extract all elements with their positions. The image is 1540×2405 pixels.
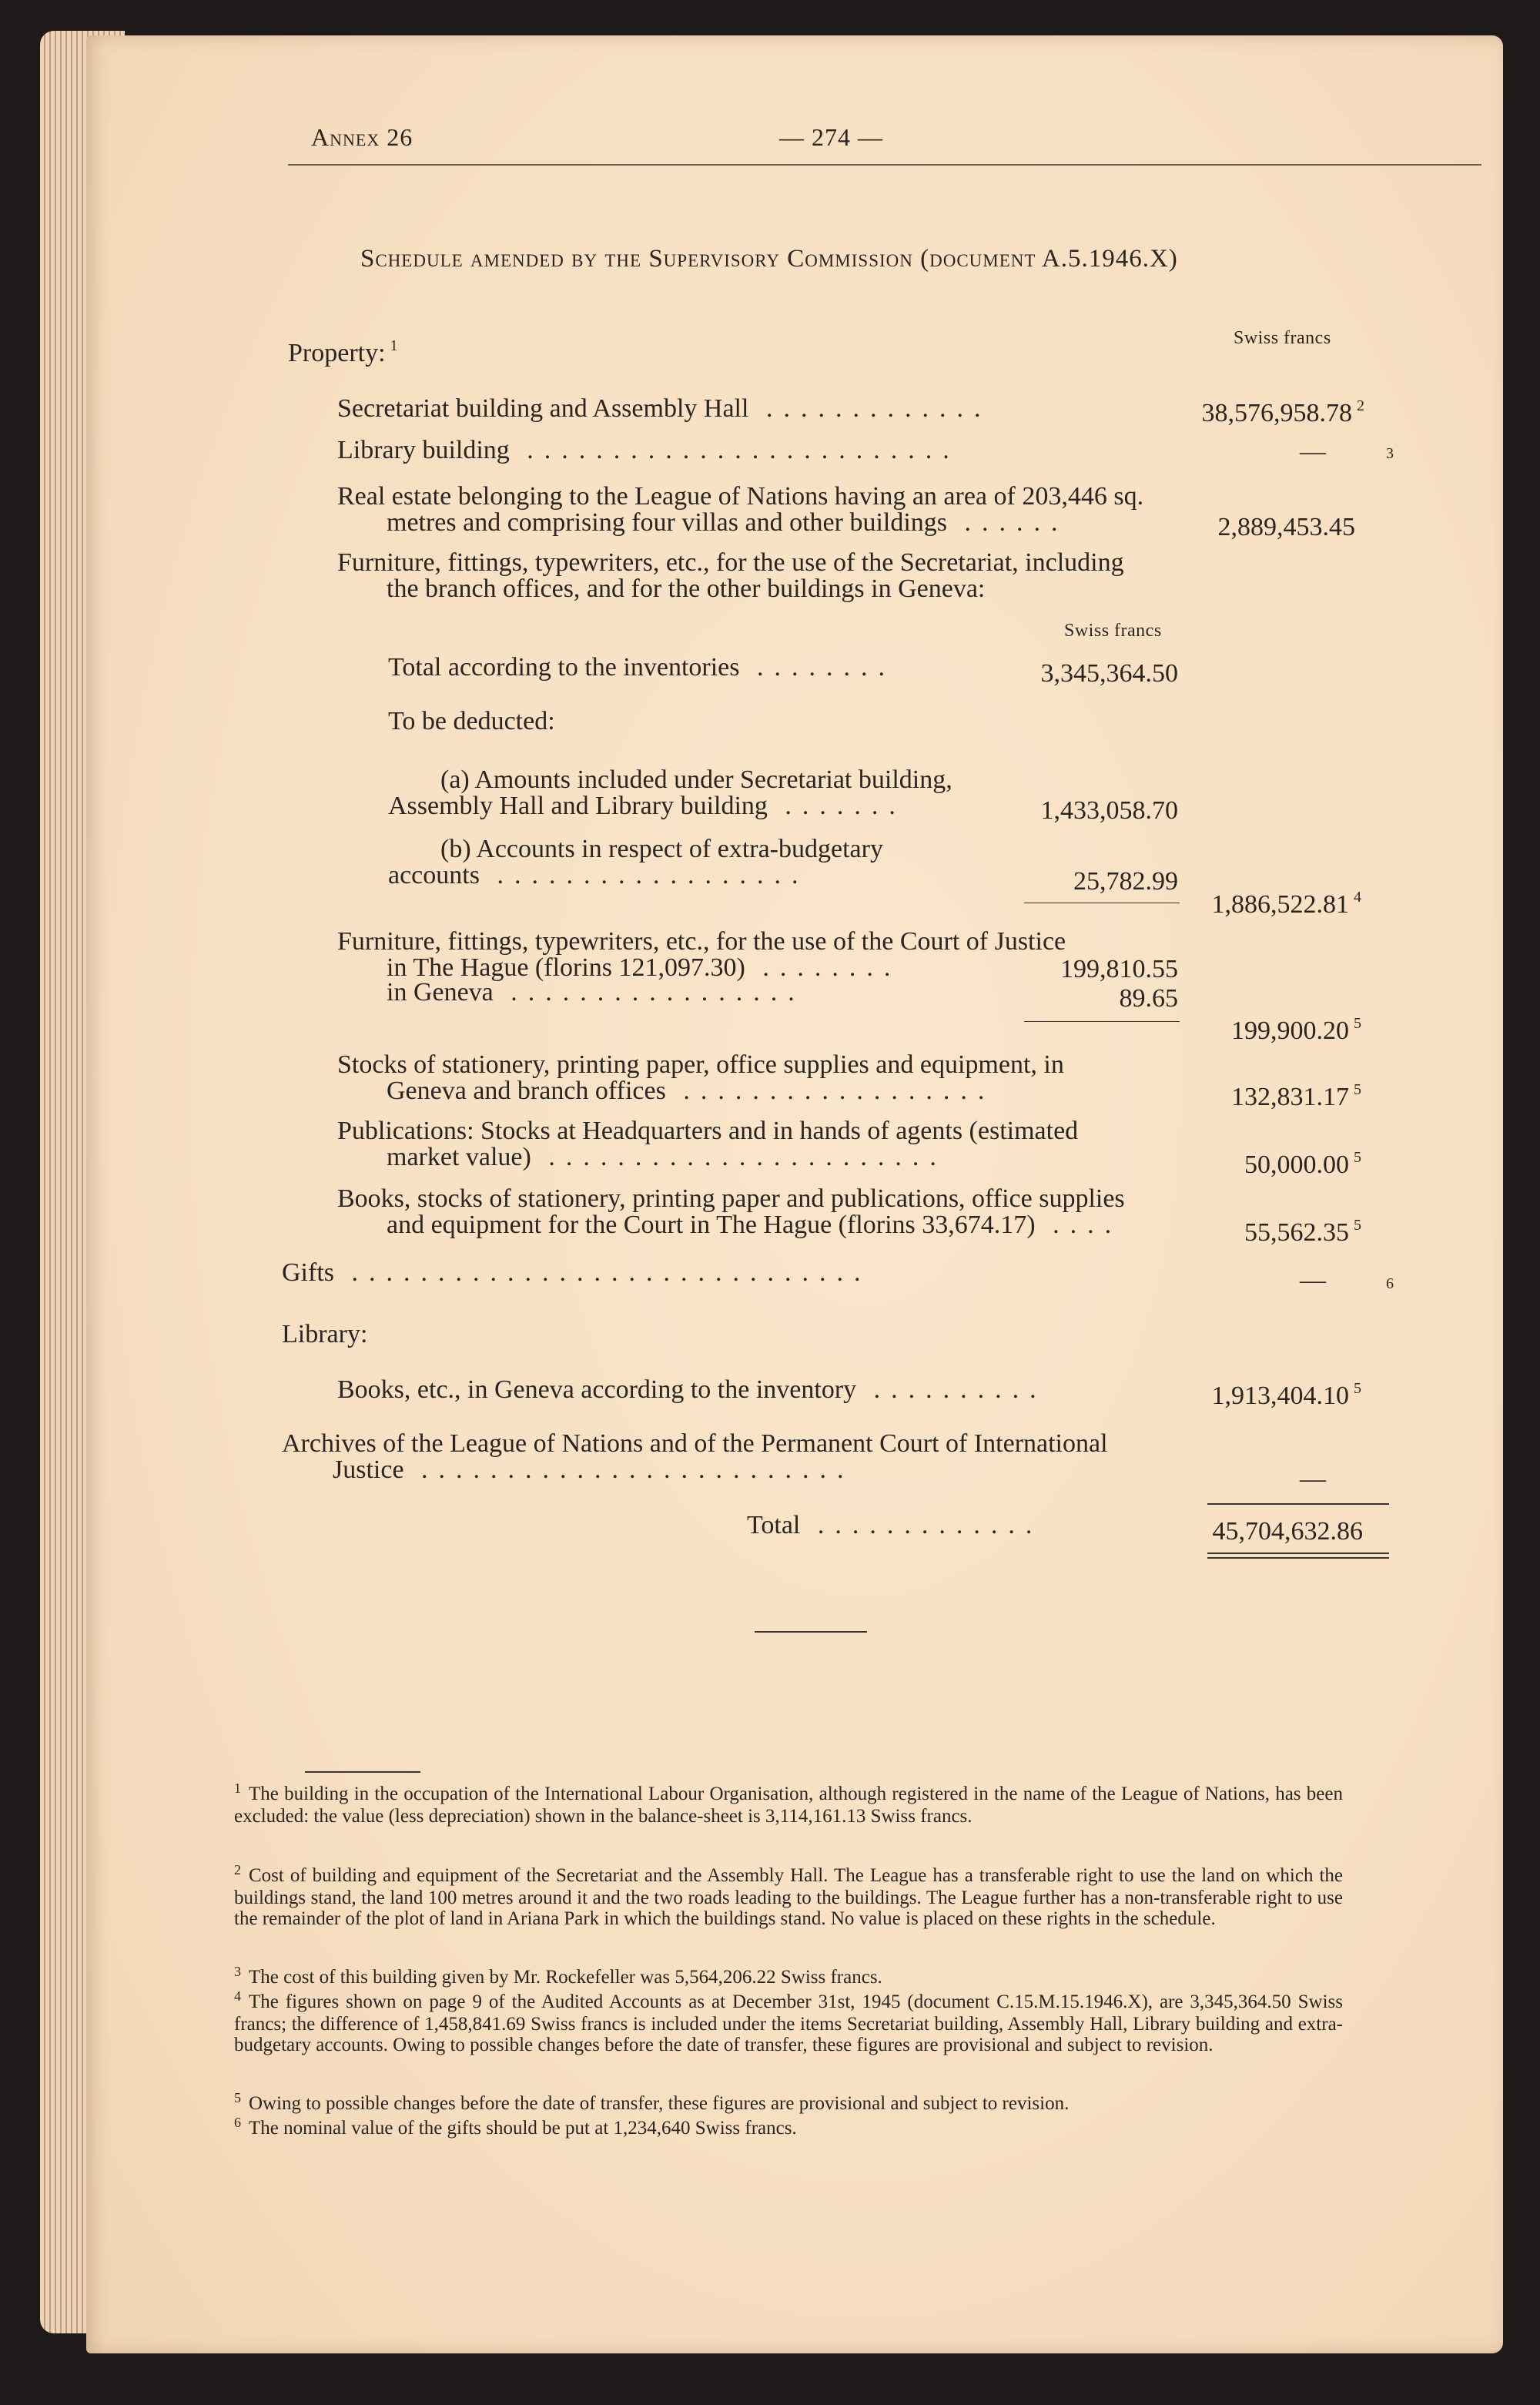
gifts-note: 6 (1386, 1275, 1394, 1292)
books-court-value: 55,562.35 $^5$ (1244, 1217, 1361, 1247)
books-court-line2: and equipment for the Court in The Hague (florins 33,674.17) .... (387, 1211, 1123, 1239)
deduction-b-line2: accounts .................. (388, 861, 809, 889)
furniture-court-value: 199,900.20 $^5$ (1231, 1015, 1361, 1045)
property-heading: Property: $^1$ (288, 337, 398, 367)
secretariat-value: 38,576,958.78 $^2$ (1201, 397, 1364, 427)
deduction-b-line1: (b) Accounts in respect of extra-budgetary (440, 835, 883, 863)
footnote-1: $^1$ The building in the occupation of the International Labour Organisation, although registered in the name of the League of Nations, has been excluded: the value (less depreciation) shown in the balance-sheet is 3,114,161.13 Swiss francs. (234, 1780, 1343, 1827)
footnote-4: $^4$ The figures shown on page 9 of the Audited Accounts as at December 31st, 1945 (document C.15.M.15.1946.X), are 3,345,364.50 Swiss francs; the difference of 1,458,841.69 Swiss francs is included under the items Secretariat building, Assembly Hall, Library building and extra-budgetary accounts. Owing to possible changes before the date of transfer, these figures are provisional and subject to revision. (234, 1988, 1343, 2055)
total-double-rule-top (1207, 1553, 1389, 1554)
furniture-court-geneva-value: 89.65 (1119, 984, 1178, 1013)
library-heading: Library: (282, 1320, 368, 1348)
total-inventories-label: Total according to the inventories ........ (388, 653, 896, 682)
furniture-secretariat-value: 1,886,522.81 $^4$ (1211, 889, 1361, 919)
stationery-value: 132,831.17 $^5$ (1231, 1081, 1361, 1111)
schedule-title (360, 245, 1178, 273)
real-estate-line1: Real estate belonging to the League of Nations having an area of 203,446 sq. (337, 482, 1144, 511)
total-value: 45,704,632.86 (1212, 1517, 1363, 1546)
library-building-value: — (1300, 437, 1326, 466)
furniture-court-hague-label: in The Hague (florins 121,097.30) ........ (387, 953, 902, 982)
header-rule (288, 164, 1481, 166)
real-estate-line2: metres and comprising four villas and other buildings ...... (387, 508, 1069, 537)
total-label: Total ............. (747, 1511, 1043, 1539)
publications-line1: Publications: Stocks at Headquarters and in hands of agents (estimated (337, 1117, 1079, 1145)
secretariat-label: Secretariat building and Assembly Hall ............. (337, 394, 992, 423)
running-header-annex: Annex 26 (311, 123, 413, 151)
page-number: — 274 — (779, 123, 883, 151)
real-estate-value: 2,889,453.45 (1217, 513, 1355, 541)
deduction-a-value: 1,433,058.70 (1040, 796, 1178, 825)
furniture-secretariat-line2: the branch offices, and for the other buildings in Geneva: (387, 574, 986, 603)
stationery-line2: Geneva and branch offices .................. (387, 1077, 996, 1105)
sub-column-heading-swiss-francs: Swiss francs (1064, 621, 1162, 641)
gifts-label: Gifts .............................. (282, 1258, 872, 1287)
library-building-label: Library building ......................... (337, 436, 960, 464)
end-separator-rule (755, 1631, 867, 1633)
stationery-line1: Stocks of stationery, printing paper, office supplies and equipment, in (337, 1050, 1064, 1079)
furniture-court-line1: Furniture, fittings, typewriters, etc., for the use of the Court of Justice (337, 927, 1066, 956)
total-inventories-value: 3,345,364.50 (1040, 659, 1178, 688)
total-top-rule (1207, 1503, 1389, 1505)
gifts-value: — (1300, 1266, 1326, 1295)
publications-value: 50,000.00 $^5$ (1244, 1149, 1361, 1179)
furniture-court-hague-value: 199,810.55 (1060, 955, 1178, 983)
total-double-rule-bottom (1207, 1557, 1389, 1559)
library-building-note: 3 (1386, 445, 1394, 462)
deduction-b-value: 25,782.99 (1073, 867, 1178, 896)
footnote-3: $^3$ The cost of this building given by Mr. Rockefeller was 5,564,206.22 Swiss francs. (234, 1964, 882, 1988)
footnote-6: $^6$ The nominal value of the gifts should be put at 1,234,640 Swiss francs. (234, 2115, 797, 2139)
book-page (86, 35, 1503, 2353)
library-books-value: 1,913,404.10 $^5$ (1211, 1380, 1361, 1410)
archives-line1: Archives of the League of Nations and of the Permanent Court of International (282, 1429, 1108, 1458)
archives-value: — (1300, 1465, 1326, 1493)
to-be-deducted-label: To be deducted: (388, 707, 555, 735)
books-court-line1: Books, stocks of stationery, printing paper and publications, office supplies (337, 1184, 1125, 1213)
footnote-2: $^2$ Cost of building and equipment of the Secretariat and the Assembly Hall. The League has a transferable right to use the land on which the buildings stand, the land 100 metres around it and the two roads leading to the buildings. The League further has a non-transferable right to use the remainder of the plot of land in Ariana Park in which the buildings stand. No value is placed on these rights in the schedule. (234, 1862, 1343, 1929)
footnote-5: $^5$ Owing to possible changes before the date of transfer, these figures are provisional and subject to revision. (234, 2090, 1070, 2114)
column-heading-swiss-francs: Swiss francs (1234, 328, 1331, 348)
footnote-separator-rule (305, 1771, 420, 1773)
library-books-label: Books, etc., in Geneva according to the inventory .......... (337, 1375, 1047, 1404)
deduction-a-line2: Assembly Hall and Library building ....... (388, 792, 906, 820)
furniture-secretariat-line1: Furniture, fittings, typewriters, etc., for the use of the Secretariat, including (337, 548, 1124, 577)
schedule-title-text: Schedule amended by the Supervisory Commission (document A.5.1946.X) (360, 245, 1178, 273)
deduction-a-line1: (a) Amounts included under Secretariat building, (440, 765, 952, 794)
furniture-court-geneva-label: in Geneva ................. (387, 978, 805, 1007)
publications-line2: market value) ....................... (387, 1143, 947, 1171)
archives-line2: Justice ......................... (333, 1455, 855, 1484)
